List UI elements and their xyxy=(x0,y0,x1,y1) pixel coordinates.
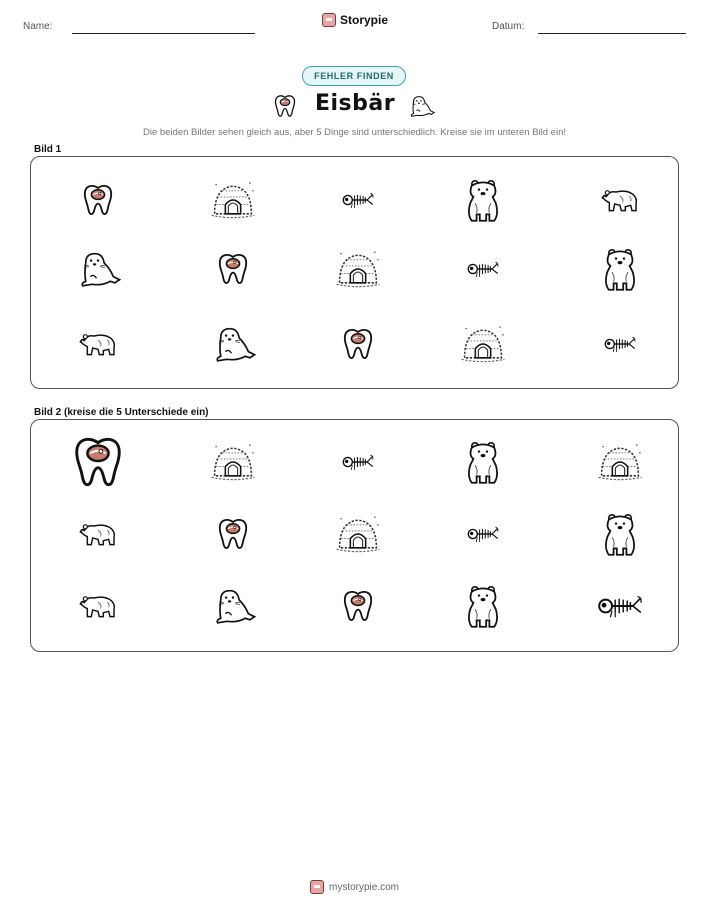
title-tooth-icon xyxy=(272,92,298,120)
tooth-icon xyxy=(58,164,138,236)
instructions-text: Die beiden Bilder sehen gleich aus, aber 5 Dinge sind unterschiedlich. Kreise sie im unteren Bild ein! xyxy=(143,127,566,138)
tooth-icon[interactable] xyxy=(193,498,273,570)
polar-bear-icon[interactable] xyxy=(580,498,660,570)
picture-2-label: Bild 2 (kreise die 5 Unterschiede ein) xyxy=(34,407,209,418)
page-title: Eisbär xyxy=(314,91,396,116)
igloo-icon xyxy=(443,308,523,380)
fish-skeleton-icon[interactable] xyxy=(443,498,523,570)
name-field[interactable] xyxy=(72,33,255,34)
storypie-logo-icon xyxy=(322,13,336,27)
polar-bear-walking-icon[interactable] xyxy=(58,570,138,642)
igloo-icon[interactable] xyxy=(580,426,660,498)
polar-bear-walking-icon[interactable] xyxy=(58,498,138,570)
brand-logo xyxy=(322,13,388,27)
tooth-icon[interactable] xyxy=(318,570,398,642)
fish-skeleton-icon xyxy=(318,164,398,236)
polar-bear-walking-icon xyxy=(58,308,138,380)
polar-bear-icon[interactable] xyxy=(443,426,523,498)
seal-icon xyxy=(58,233,138,305)
activity-badge: FEHLER FINDEN xyxy=(302,66,406,86)
date-field[interactable] xyxy=(538,33,686,34)
footer-url[interactable]: mystorypie.com xyxy=(328,881,399,893)
name-label: Name: xyxy=(23,21,53,32)
title-seal-icon xyxy=(404,92,438,120)
storypie-logo-icon xyxy=(310,880,324,894)
polar-bear-icon xyxy=(580,233,660,305)
seal-icon[interactable] xyxy=(193,570,273,642)
date-label: Datum: xyxy=(492,21,525,32)
igloo-icon xyxy=(193,164,273,236)
tooth-icon xyxy=(193,233,273,305)
tooth-icon xyxy=(318,308,398,380)
igloo-icon[interactable] xyxy=(193,426,273,498)
fish-skeleton-icon xyxy=(443,233,523,305)
fish-skeleton-icon[interactable] xyxy=(580,570,660,642)
polar-bear-icon[interactable] xyxy=(443,570,523,642)
polar-bear-icon xyxy=(443,164,523,236)
seal-icon xyxy=(193,308,273,380)
tooth-icon[interactable] xyxy=(58,426,138,498)
igloo-icon[interactable] xyxy=(318,498,398,570)
footer xyxy=(0,880,709,894)
picture-1-label: Bild 1 xyxy=(34,144,62,155)
brand-name: Storypie xyxy=(340,13,389,27)
fish-skeleton-icon[interactable] xyxy=(318,426,398,498)
igloo-icon xyxy=(318,233,398,305)
fish-skeleton-icon xyxy=(580,308,660,380)
polar-bear-walking-icon xyxy=(580,164,660,236)
